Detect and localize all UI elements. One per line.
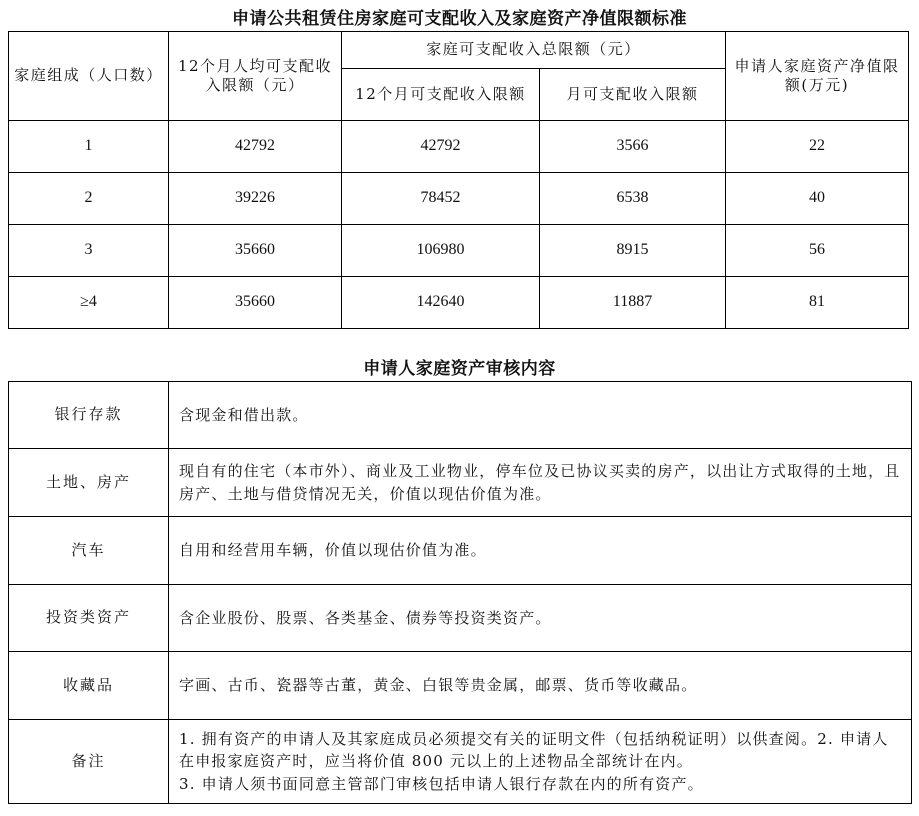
household-size-cell: 3 xyxy=(9,225,169,277)
asset-content-cell: 含企业股份、股票、各类基金、债券等投资类资产。 xyxy=(169,585,912,652)
header-household-size: 家庭组成（人口数） xyxy=(9,32,169,121)
monthly-cell: 8915 xyxy=(540,225,726,277)
asset-limit-cell: 81 xyxy=(726,277,909,329)
table-row xyxy=(9,173,909,225)
total-12m-cell: 142640 xyxy=(342,277,540,329)
asset-limit-cell: 40 xyxy=(726,173,909,225)
per-capita-cell: 39226 xyxy=(169,173,342,225)
header-total-income-limit: 家庭可支配收入总限额（元） xyxy=(342,32,726,69)
total-12m-cell: 106980 xyxy=(342,225,540,277)
income-limit-table xyxy=(8,31,909,329)
total-12m-cell: 78452 xyxy=(342,173,540,225)
table-row xyxy=(9,225,909,277)
table-row xyxy=(9,585,912,652)
note-line: 3. 申请人须书面同意主管部门审核包括申请人银行存款在内的所有资产。 xyxy=(179,774,704,793)
asset-content-cell: 自用和经营用车辆，价值以现估价值为准。 xyxy=(169,517,912,585)
header-monthly-limit: 月可支配收入限额 xyxy=(540,69,726,121)
asset-review-table xyxy=(8,381,912,804)
per-capita-cell: 35660 xyxy=(169,225,342,277)
monthly-cell: 3566 xyxy=(540,121,726,173)
table-row xyxy=(9,277,909,329)
asset-category-cell: 收藏品 xyxy=(9,652,169,720)
header-asset-limit: 申请人家庭资产净值限额(万元) xyxy=(726,32,909,121)
per-capita-cell: 35660 xyxy=(169,277,342,329)
asset-category-cell: 银行存款 xyxy=(9,382,169,449)
table-row xyxy=(9,652,912,720)
asset-category-cell: 投资类资产 xyxy=(9,585,169,652)
asset-content-cell: 现自有的住宅（本市外）、商业及工业物业，停车位及已协议买卖的房产，以出让方式取得的土地，且房产、土地与借贷情况无关，价值以现估价值为准。 xyxy=(169,449,912,517)
table-row xyxy=(9,449,912,517)
table-row xyxy=(9,121,909,173)
asset-limit-cell: 56 xyxy=(726,225,909,277)
table-row xyxy=(9,382,912,449)
asset-review-title: 申请人家庭资产审核内容 xyxy=(363,359,556,379)
per-capita-cell: 42792 xyxy=(169,121,342,173)
notes-label: 备注 xyxy=(9,720,169,804)
household-size-cell: 1 xyxy=(9,121,169,173)
note-line: 1. 拥有资产的申请人及其家庭成员必须提交有关的证明文件（包括纳税证明）以供查阅。2. 申请人在申报家庭资产时，应当将价值 800 元以上的上述物品全部统计在内。 xyxy=(179,729,889,771)
monthly-cell: 11887 xyxy=(540,277,726,329)
household-size-cell: ≥4 xyxy=(9,277,169,329)
notes-content xyxy=(169,720,912,804)
asset-limit-cell: 22 xyxy=(726,121,909,173)
asset-content-cell: 字画、古币、瓷器等古董，黄金、白银等贵金属，邮票、货币等收藏品。 xyxy=(169,652,912,720)
header-per-capita-limit: 12个月人均可支配收入限额（元） xyxy=(169,32,342,121)
notes-row xyxy=(9,720,912,804)
asset-category-cell: 土地、房产 xyxy=(9,449,169,517)
monthly-cell: 6538 xyxy=(540,173,726,225)
asset-content-cell: 含现金和借出款。 xyxy=(169,382,912,449)
income-limit-title: 申请公共租赁住房家庭可支配收入及家庭资产净值限额标准 xyxy=(232,9,687,29)
header-12-month-limit: 12个月可支配收入限额 xyxy=(342,69,540,121)
household-size-cell: 2 xyxy=(9,173,169,225)
table-row xyxy=(9,517,912,585)
asset-category-cell: 汽车 xyxy=(9,517,169,585)
total-12m-cell: 42792 xyxy=(342,121,540,173)
